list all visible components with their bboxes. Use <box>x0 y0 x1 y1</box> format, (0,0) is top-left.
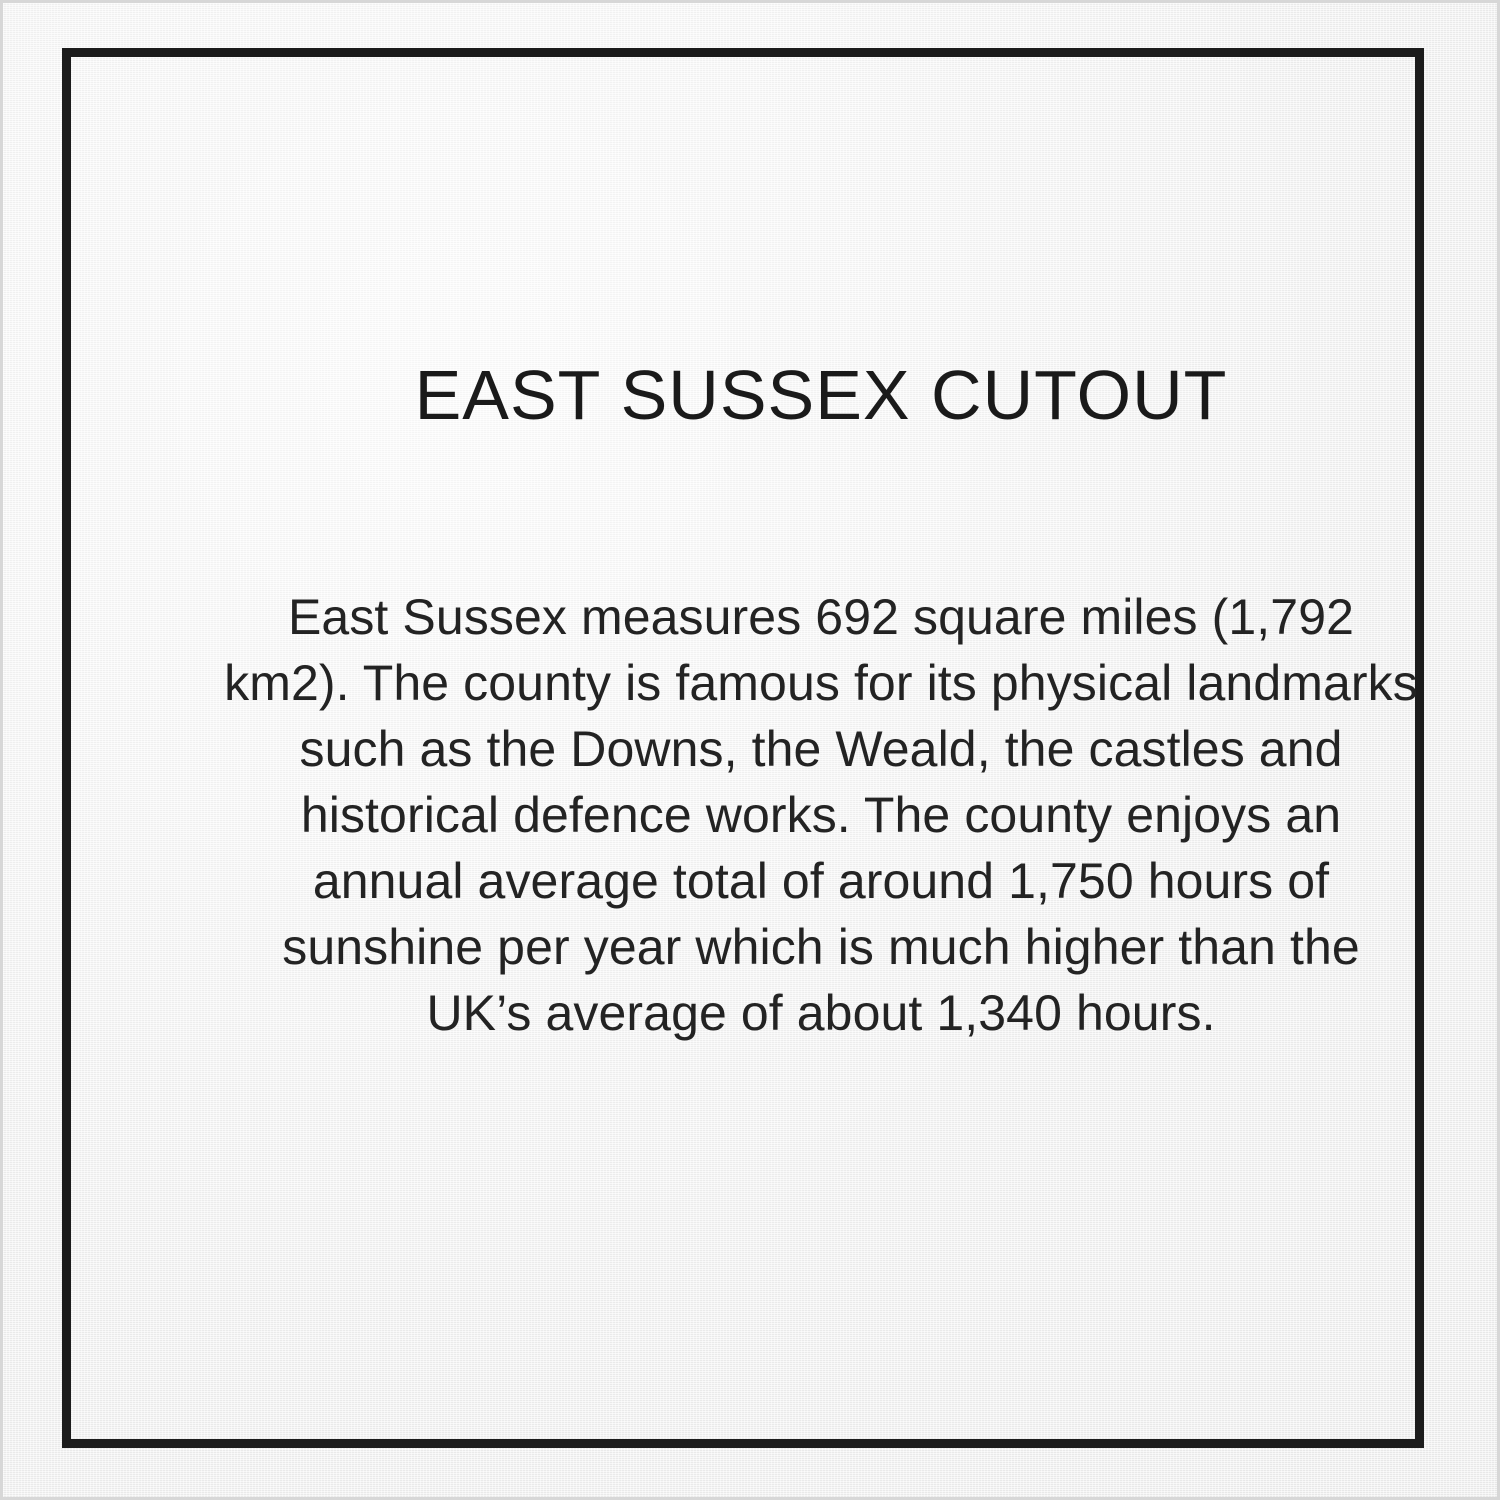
card-border-frame <box>62 48 1424 1448</box>
page-title: EAST SUSSEX CUTOUT <box>414 356 1228 434</box>
body-paragraph: East Sussex measures 692 square miles (1,792 km2). The county is famous for its physical landmarks such as the Downs, the Weald, the castles and historical defence works. The county enjoys an annual average total of around 1,750 hours of sunshine per year which is much higher than the UK’s average of about 1,340 hours. <box>224 589 1418 1041</box>
title-body-spacer <box>201 434 1441 584</box>
card-content <box>201 357 1441 1046</box>
